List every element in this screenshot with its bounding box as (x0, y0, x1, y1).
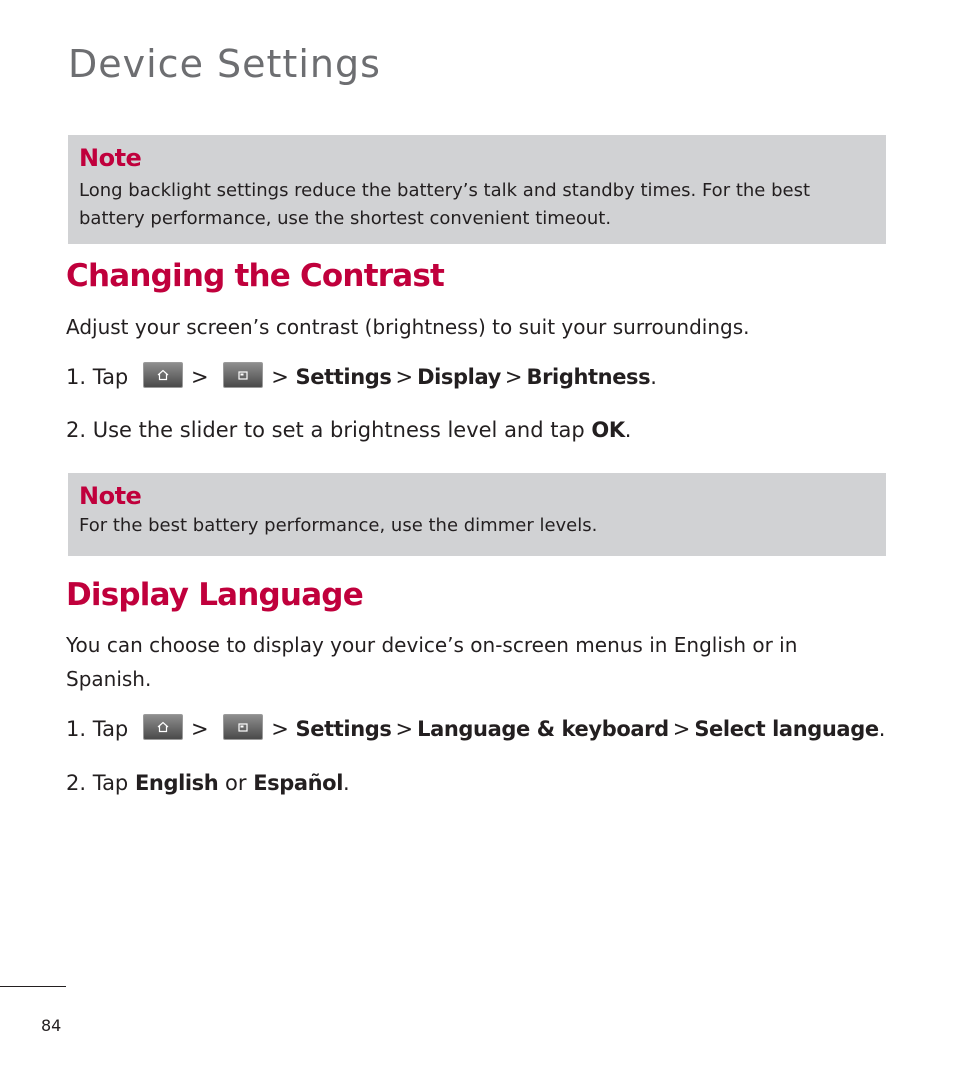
step-separator: > (271, 365, 289, 389)
step-separator: > (395, 365, 414, 389)
menu-path-select-language: Select language (694, 717, 879, 741)
step-separator: > (271, 717, 289, 741)
page-number: 84 (41, 1016, 62, 1035)
step-end: . (343, 771, 350, 795)
home-key-icon (143, 714, 183, 740)
note-text: Long backlight settings reduce the battery’s talk and standby times. For the best battery performance, use the shortest convenient timeout. (79, 180, 811, 229)
menu-key-icon (223, 714, 263, 740)
footer-rule (0, 986, 66, 987)
step-text: 2. Use the slider to set a brightness level and tap (66, 418, 585, 442)
step-prefix: 1. Tap (66, 365, 129, 389)
step-separator: > (672, 717, 691, 741)
contrast-step-1 (66, 362, 926, 392)
menu-key-icon (223, 362, 263, 388)
step-separator: > (190, 365, 209, 389)
contrast-intro: Adjust your screen’s contrast (brightness) to suit your surroundings. (66, 315, 750, 339)
menu-path-language-keyboard: Language & keyboard (417, 717, 669, 741)
language-intro: You can choose to display your device’s on-screen menus in English or in Spanish. (66, 633, 798, 691)
language-step-2 (66, 768, 926, 798)
section-heading-language: Display Language (66, 577, 363, 613)
step-prefix: 1. Tap (66, 717, 129, 741)
menu-path-display: Display (417, 365, 501, 389)
note-title: Note (79, 144, 142, 172)
note-box (68, 135, 886, 244)
language-step-1 (66, 714, 926, 744)
step-end: . (878, 717, 886, 741)
contrast-step-2 (66, 415, 926, 445)
section-heading-contrast: Changing the Contrast (66, 258, 444, 294)
option-espanol: Español (253, 771, 344, 795)
home-key-icon (143, 362, 183, 388)
menu-path-brightness: Brightness (526, 365, 651, 389)
note-box (68, 473, 886, 556)
step-or: or (225, 771, 247, 795)
option-english: English (134, 771, 219, 795)
step-separator: > (395, 717, 414, 741)
step-end: . (650, 365, 657, 389)
ok-label: OK (591, 418, 625, 442)
step-separator: > (504, 365, 523, 389)
note-text: For the best battery performance, use the dimmer levels. (79, 515, 598, 536)
note-title: Note (79, 482, 142, 510)
menu-path-settings: Settings (295, 365, 392, 389)
step-separator: > (190, 717, 209, 741)
page-title: Device Settings (68, 42, 381, 86)
step-prefix: 2. Tap (66, 771, 129, 795)
step-end: . (624, 418, 632, 442)
menu-path-settings: Settings (295, 717, 392, 741)
